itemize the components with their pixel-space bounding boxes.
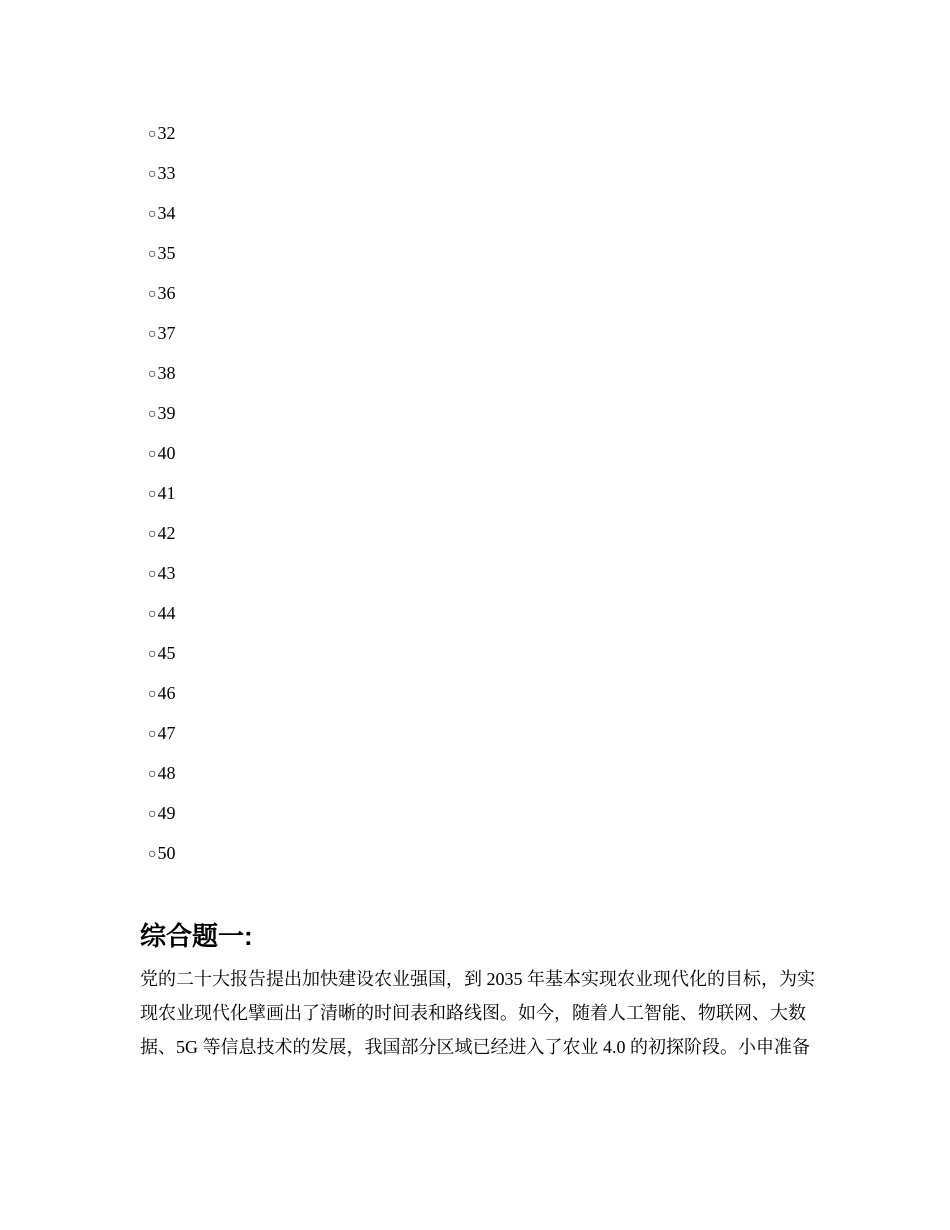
option-label: 48 (157, 763, 176, 783)
option-48[interactable] (148, 760, 175, 800)
option-label: 33 (157, 163, 176, 183)
radio-button-icon[interactable]: ○ (148, 647, 157, 662)
option-label: 44 (157, 603, 176, 623)
option-label: 50 (157, 843, 176, 863)
option-49[interactable] (148, 800, 175, 840)
option-label: 38 (157, 363, 176, 383)
radio-button-icon[interactable]: ○ (148, 207, 157, 222)
option-40[interactable] (148, 440, 175, 480)
option-label: 43 (157, 563, 176, 583)
radio-button-icon[interactable]: ○ (148, 407, 157, 422)
option-47[interactable] (148, 720, 175, 760)
paragraph-line: 据、5G 等信息技术的发展，我国部分区域已经进入了农业 4.0 的初探阶段。小申准备 (140, 1037, 810, 1057)
radio-button-icon[interactable]: ○ (148, 247, 157, 262)
option-33[interactable] (148, 160, 175, 200)
radio-button-icon[interactable]: ○ (148, 367, 157, 382)
option-35[interactable] (148, 240, 175, 280)
option-label: 34 (157, 203, 176, 223)
option-label: 40 (157, 443, 176, 463)
option-label: 35 (157, 243, 176, 263)
option-39[interactable] (148, 400, 175, 440)
option-label: 36 (157, 283, 176, 303)
radio-button-icon[interactable]: ○ (148, 567, 157, 582)
radio-button-icon[interactable]: ○ (148, 807, 157, 822)
option-37[interactable] (148, 320, 175, 360)
option-50[interactable] (148, 840, 175, 880)
option-38[interactable] (148, 360, 175, 400)
option-44[interactable] (148, 600, 175, 640)
option-43[interactable] (148, 560, 175, 600)
option-label: 42 (157, 523, 176, 543)
radio-button-icon[interactable]: ○ (148, 607, 157, 622)
option-34[interactable] (148, 200, 175, 240)
radio-button-icon[interactable]: ○ (148, 527, 157, 542)
option-45[interactable] (148, 640, 175, 680)
radio-button-icon[interactable]: ○ (148, 687, 157, 702)
section-heading: 综合题一: (140, 921, 253, 951)
radio-button-icon[interactable]: ○ (148, 767, 157, 782)
radio-button-icon[interactable]: ○ (148, 327, 157, 342)
paragraph-line: 现农业现代化擘画出了清晰的时间表和路线图。如今，随着人工智能、物联网、大数 (140, 1003, 806, 1023)
radio-button-icon[interactable]: ○ (148, 447, 157, 462)
option-42[interactable] (148, 520, 175, 560)
question-paragraph (140, 962, 820, 1064)
paragraph-line: 党的二十大报告提出加快建设农业强国，到 2035 年基本实现农业现代化的目标，为实 (140, 969, 815, 989)
radio-button-icon[interactable]: ○ (148, 167, 157, 182)
radio-button-icon[interactable]: ○ (148, 487, 157, 502)
option-36[interactable] (148, 280, 175, 320)
radio-button-icon[interactable]: ○ (148, 287, 157, 302)
radio-button-icon[interactable]: ○ (148, 847, 157, 862)
radio-button-icon[interactable]: ○ (148, 127, 157, 142)
answer-options-list (148, 120, 175, 880)
option-41[interactable] (148, 480, 175, 520)
option-label: 37 (157, 323, 176, 343)
option-label: 41 (157, 483, 176, 503)
option-label: 46 (157, 683, 176, 703)
option-label: 32 (157, 123, 176, 143)
option-label: 45 (157, 643, 176, 663)
option-32[interactable] (148, 120, 175, 160)
option-label: 49 (157, 803, 176, 823)
option-label: 47 (157, 723, 176, 743)
radio-button-icon[interactable]: ○ (148, 727, 157, 742)
option-label: 39 (157, 403, 176, 423)
option-46[interactable] (148, 680, 175, 720)
